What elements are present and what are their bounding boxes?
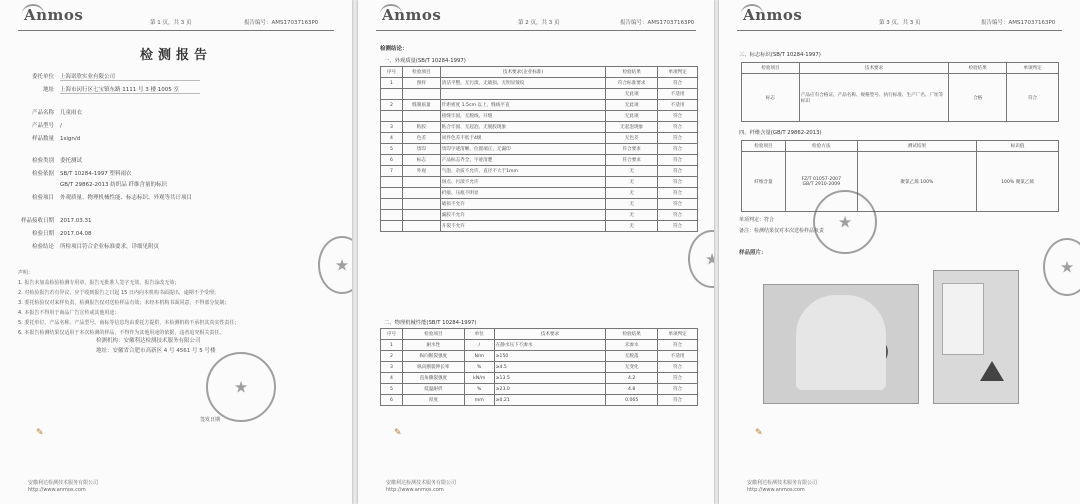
table1-title: 一、外观质量(SB/T 10284-1997): [384, 58, 466, 64]
field-address: 地址 上海市闵行区七宝镇东路 1111 号 3 楼 1005 室: [10, 85, 200, 94]
table-cell: ≥23.0: [494, 384, 606, 395]
table-cell: 符合: [658, 362, 698, 373]
table-cell: 符合: [658, 340, 698, 351]
table-cell: 5: [381, 144, 403, 155]
field-quantity: 样品数量 1sign/d: [31, 136, 81, 142]
page-footer: [386, 480, 456, 494]
table-cell: 符合: [658, 221, 698, 232]
header-cell: 检验结果: [606, 67, 658, 78]
table-cell: 折痕、压痕不明显: [440, 188, 605, 199]
table-row: [381, 188, 698, 199]
header-cell: 检验方法: [785, 141, 857, 152]
table-row: [381, 166, 698, 177]
field-category: 检验类别 委托测试: [31, 158, 83, 164]
table-cell: 4.8: [606, 384, 658, 395]
photo-label: 样品照片：: [739, 250, 767, 256]
note-line: 2. 对检验报告若有异议，应于收到报告之日起 15 日内向本机构书面提出，逾期不予受理；: [18, 290, 219, 296]
table-cell: 无: [606, 221, 658, 232]
header-cell: 技术要求: [799, 63, 948, 74]
table-cell: 在静水压下不渗水: [494, 340, 606, 351]
header-cell: 标识值: [977, 141, 1059, 152]
note-line: 6. 本报告检测结果仅适用于本次检测的样品，不得作为其他用途的依据，违者追究相关责任。: [18, 330, 225, 336]
report-page-3: [719, 0, 1080, 504]
warning-triangle-icon: [980, 361, 1004, 381]
table-row: [381, 395, 698, 406]
seal-stamp: [813, 190, 877, 254]
table-cell: 符合: [1007, 74, 1059, 122]
table-cell: 符合: [658, 122, 698, 133]
table-row: [381, 221, 698, 232]
table-cell: 同件色差不低于4级: [440, 133, 605, 144]
header-cell: 检验项目: [742, 141, 786, 152]
table-cell: 标志: [402, 155, 440, 166]
table-cell: 符合: [658, 177, 698, 188]
table-cell: 7: [381, 166, 403, 177]
field-standard-2: GB/T 29862-2013 纺织品 纤维含量的标识: [60, 182, 167, 188]
table-row: [742, 152, 1059, 212]
field-product-name: 产品名称 儿童雨衣: [31, 110, 83, 116]
edge-seal-stamp: [688, 230, 714, 288]
table-cell: 不适用: [658, 100, 698, 111]
field-test-date: 检验日期 2017.04.08: [31, 231, 92, 237]
lab-address: 地址：安徽省合肥市高新区 4 号 4561 号 5 号楼: [96, 348, 216, 354]
note-line: 1. 报告未加盖检验检测专用章，报告无批准人签字无效，报告涂改无效；: [18, 280, 180, 286]
field-conclusion: 检验结论 所检项目符合企业标准要求，详细见附页: [31, 244, 160, 250]
brand-logo: Anmos: [743, 6, 803, 24]
table-cell: [381, 199, 403, 210]
table-row: [381, 351, 698, 362]
table-cell: [402, 111, 440, 122]
table-cell: 无色差: [606, 133, 658, 144]
table-cell: 无此项: [606, 100, 658, 111]
handwritten-mark: ✎: [755, 428, 763, 438]
table-header-row: [742, 63, 1059, 74]
table-cell: 粘合牢固、无起泡、无脱胶现象: [440, 122, 605, 133]
header-divider: [737, 30, 1062, 31]
table-cell: 漏胶不允许: [440, 210, 605, 221]
table-cell: ≥13.5: [494, 373, 606, 384]
table-cell: 未渗水: [606, 340, 658, 351]
table-cell: FZ/T 01057-2007 GB/T 2910-2009: [785, 152, 857, 212]
table-cell: 无: [606, 166, 658, 177]
header-divider: [18, 30, 334, 31]
table-cell: [381, 111, 403, 122]
table-cell: 不适用: [658, 351, 698, 362]
table-row: [742, 74, 1059, 122]
field-standard: 检验依据 SB/T 10284-1997 塑料雨衣: [31, 171, 132, 177]
table-cell: 符合标准要求: [606, 78, 658, 89]
table-cell: [381, 89, 403, 100]
table-cell: 纵向断裂伸长率: [402, 362, 464, 373]
table-cell: 无: [606, 188, 658, 199]
table-row: [381, 373, 698, 384]
table-row: [381, 144, 698, 155]
header-cell: 单项判定: [658, 329, 698, 340]
table-cell: /: [464, 340, 494, 351]
table-cell: 纤维含量: [742, 152, 786, 212]
table-cell: 合格: [949, 74, 1007, 122]
report-page-2: [358, 0, 714, 504]
table-cell: %: [464, 362, 494, 373]
table-cell: 无此项: [606, 89, 658, 100]
table-cell: 清洁平整，无污渍，无破损、无明显皱纹: [440, 78, 605, 89]
note-line: 3. 委托检验仅对来样负责，检测报告仅对送检样品有效；未经本机构书面同意，不得部分复制；: [18, 300, 230, 306]
table-cell: 开裂不允许: [440, 221, 605, 232]
table-cell: 符合要求: [606, 155, 658, 166]
table-cell: 4: [381, 373, 403, 384]
header-cell: 单项判定: [1007, 63, 1059, 74]
field-model: 产品型号 /: [31, 123, 62, 129]
table-cell: 纵向断裂强度: [402, 351, 464, 362]
table-cell: 无: [606, 199, 658, 210]
appearance-table: [380, 66, 698, 232]
table-cell: [402, 89, 440, 100]
table-cell: 符合: [658, 395, 698, 406]
lab-name: 检测机构：安徽利达检测技术服务有限公司: [96, 338, 201, 344]
header-cell: 技术要求: [494, 329, 606, 340]
brand-logo: Anmos: [24, 6, 84, 24]
table-cell: 产品标志齐全、字迹清楚: [440, 155, 605, 166]
table-cell: 色差: [402, 133, 440, 144]
table-cell: [440, 89, 605, 100]
table-cell: 符合要求: [606, 144, 658, 155]
table-header-row: [381, 67, 698, 78]
report-number: 报告编号：AMS17037163P0: [244, 20, 319, 26]
table-cell: 符合: [658, 373, 698, 384]
header-cell: 检验项目: [402, 67, 440, 78]
table-cell: 3: [381, 362, 403, 373]
table4-title: 四、纤维含量(GB/T 29862-2013): [739, 130, 822, 136]
table-row: [381, 384, 698, 395]
seal-stamp: [206, 352, 276, 422]
table-row: [381, 177, 698, 188]
table-cell: 图样: [402, 78, 440, 89]
table-cell: [381, 210, 403, 221]
table-cell: 1: [381, 78, 403, 89]
footer-text: 安徽利达检测技术服务有限公司 http://www.anmos.com: [747, 480, 818, 493]
declaration-notes: [18, 268, 336, 338]
table-cell: 外观: [402, 166, 440, 177]
footer-text: 安徽利达检测技术服务有限公司 http://www.anmos.com: [28, 480, 99, 493]
table-cell: 2: [381, 100, 403, 111]
table-cell: 无脱落: [606, 351, 658, 362]
table-cell: 聚氯乙烯 100%: [857, 152, 977, 212]
note-line: 声明：: [18, 270, 34, 276]
table-cell: 斑点、污渍不允许: [440, 177, 605, 188]
table-cell: 产品应有合格证、产品名称、规格型号、执行标准、生产厂名、厂址等标识: [799, 74, 948, 122]
table-cell: 符合: [658, 133, 698, 144]
table-cell: 无起泡现象: [606, 122, 658, 133]
table-cell: 直角撕裂强度: [402, 373, 464, 384]
report-page-1: [0, 0, 352, 504]
table-cell: 符合: [658, 155, 698, 166]
table-row: [381, 340, 698, 351]
package-label: [942, 283, 984, 355]
header-cell: 检验结果: [949, 63, 1007, 74]
table-cell: 烫印: [402, 144, 440, 155]
table-cell: 3: [381, 122, 403, 133]
table-cell: [402, 188, 440, 199]
table-cell: 不适用: [658, 89, 698, 100]
fiber-table: [741, 140, 1059, 212]
table-cell: 2: [381, 351, 403, 362]
table-row: [381, 199, 698, 210]
page-number: 第 3 页，共 3 页: [879, 20, 921, 26]
table-cell: 符合: [658, 78, 698, 89]
header-cell: 检验项目: [402, 329, 464, 340]
header-cell: 单位: [464, 329, 494, 340]
table-cell: [381, 188, 403, 199]
table-cell: %: [464, 384, 494, 395]
table-cell: 烫印字迹清晰、位置端正，无漏印: [440, 144, 605, 155]
table-row: [381, 133, 698, 144]
signature-label: 签发日期: [200, 417, 221, 423]
note-line: 4. 本报告不得用于商品广告宣传或其他用途；: [18, 310, 120, 316]
field-client: 委托单位 上海诺欣实业有限公司: [10, 72, 200, 81]
table-cell: 无此项: [606, 111, 658, 122]
header-cell: 检验结果: [606, 329, 658, 340]
table-cell: 符合: [658, 384, 698, 395]
table3-title: 三、标志标识(SB/T 10284-1997): [739, 52, 821, 58]
table-cell: 缝制质量: [402, 100, 440, 111]
table-cell: 破损不允许: [440, 199, 605, 210]
table-row: [381, 122, 698, 133]
table-row: [381, 210, 698, 221]
table-cell: N/m: [464, 351, 494, 362]
note-line: 5. 委托单位、产品名称、产品型号、商标等信息均由委托方提供，本检测机构不承担其真实性责任；: [18, 320, 240, 326]
table-cell: 针距密度 1.5cm 以上，缝线平直: [440, 100, 605, 111]
table-cell: 100% 聚氯乙烯: [977, 152, 1059, 212]
table-cell: ≥150: [494, 351, 606, 362]
sample-photo-raincoat: [763, 284, 919, 404]
header-cell: 序号: [381, 329, 403, 340]
handwritten-mark: ✎: [36, 428, 44, 438]
table-cell: 气泡、杂质不允许，直径不大于1mm: [440, 166, 605, 177]
remark: 备注：检测结果仅对本次送检样品负责: [739, 228, 825, 234]
table-cell: kN/m: [464, 373, 494, 384]
table-cell: 无变化: [606, 362, 658, 373]
table-cell: 耐水性: [402, 340, 464, 351]
field-items: 检验项目 外观质量、物理机械性能、标志标识、外观等共计项目: [31, 195, 193, 201]
marking-table: [741, 62, 1059, 122]
table-cell: 6: [381, 155, 403, 166]
table-header-row: [381, 329, 698, 340]
table-cell: 0.065: [606, 395, 658, 406]
header-cell: 单项判定: [658, 67, 698, 78]
table-cell: [402, 177, 440, 188]
table-cell: 符合: [658, 188, 698, 199]
lab-info: [96, 336, 216, 356]
table-cell: 4: [381, 133, 403, 144]
report-number: 报告编号：AMS17037163P0: [620, 20, 695, 26]
table-row: [381, 362, 698, 373]
table-cell: [381, 221, 403, 232]
table-cell: 6: [381, 395, 403, 406]
table-cell: [402, 210, 440, 221]
table-cell: 标志: [742, 74, 800, 122]
table-row: [381, 100, 698, 111]
table-cell: 接缝牢固，无脱线、开缝: [440, 111, 605, 122]
field-received-date: 样品接收日期 2017.03.31: [20, 218, 92, 224]
raincoat-body: [796, 295, 886, 390]
table-cell: 符合: [658, 111, 698, 122]
header-cell: 检验项目: [742, 63, 800, 74]
table-row: [381, 78, 698, 89]
table-cell: [402, 199, 440, 210]
header-cell: 序号: [381, 67, 403, 78]
table-cell: 4.2: [606, 373, 658, 384]
table-cell: 1: [381, 340, 403, 351]
page-footer: [747, 480, 817, 494]
brand-logo: Anmos: [382, 6, 442, 24]
table-cell: 低温耐折: [402, 384, 464, 395]
sample-photo-package: [933, 270, 1019, 404]
fiber-judgement: 单项判定：符合: [739, 217, 775, 223]
edge-seal-stamp: [1043, 238, 1080, 296]
table-cell: 5: [381, 384, 403, 395]
handwritten-mark: ✎: [394, 428, 402, 438]
table-cell: 符合: [658, 144, 698, 155]
table-cell: 无: [606, 177, 658, 188]
table-cell: ≥0.21: [494, 395, 606, 406]
table-cell: 厚度: [402, 395, 464, 406]
page-number: 第 1 页，共 3 页: [150, 20, 192, 26]
page-number: 第 2 页，共 3 页: [518, 20, 560, 26]
report-number: 报告编号：AMS17037163P0: [981, 20, 1056, 26]
section-title: 检测结论：: [380, 46, 408, 52]
header-cell: 技术要求(企业标准): [440, 67, 605, 78]
table-row: [381, 89, 698, 100]
report-title: 检测报告: [139, 48, 212, 63]
table2-title: 二、物理机械性能(SB/T 10284-1997): [384, 320, 477, 326]
table-cell: 符合: [658, 210, 698, 221]
table-cell: 粘胶: [402, 122, 440, 133]
table-row: [381, 155, 698, 166]
table-cell: 符合: [658, 166, 698, 177]
table-cell: [402, 221, 440, 232]
mechanical-table: [380, 328, 698, 406]
table-cell: 符合: [658, 199, 698, 210]
table-cell: 无: [606, 210, 658, 221]
page-footer: [28, 480, 98, 494]
header-cell: 测试结果: [857, 141, 977, 152]
table-row: [381, 111, 698, 122]
table-header-row: [742, 141, 1059, 152]
header-divider: [376, 30, 696, 31]
table-cell: mm: [464, 395, 494, 406]
table-cell: [381, 177, 403, 188]
footer-text: 安徽利达检测技术服务有限公司 http://www.anmos.com: [386, 480, 457, 493]
table-cell: ≥4.5: [494, 362, 606, 373]
